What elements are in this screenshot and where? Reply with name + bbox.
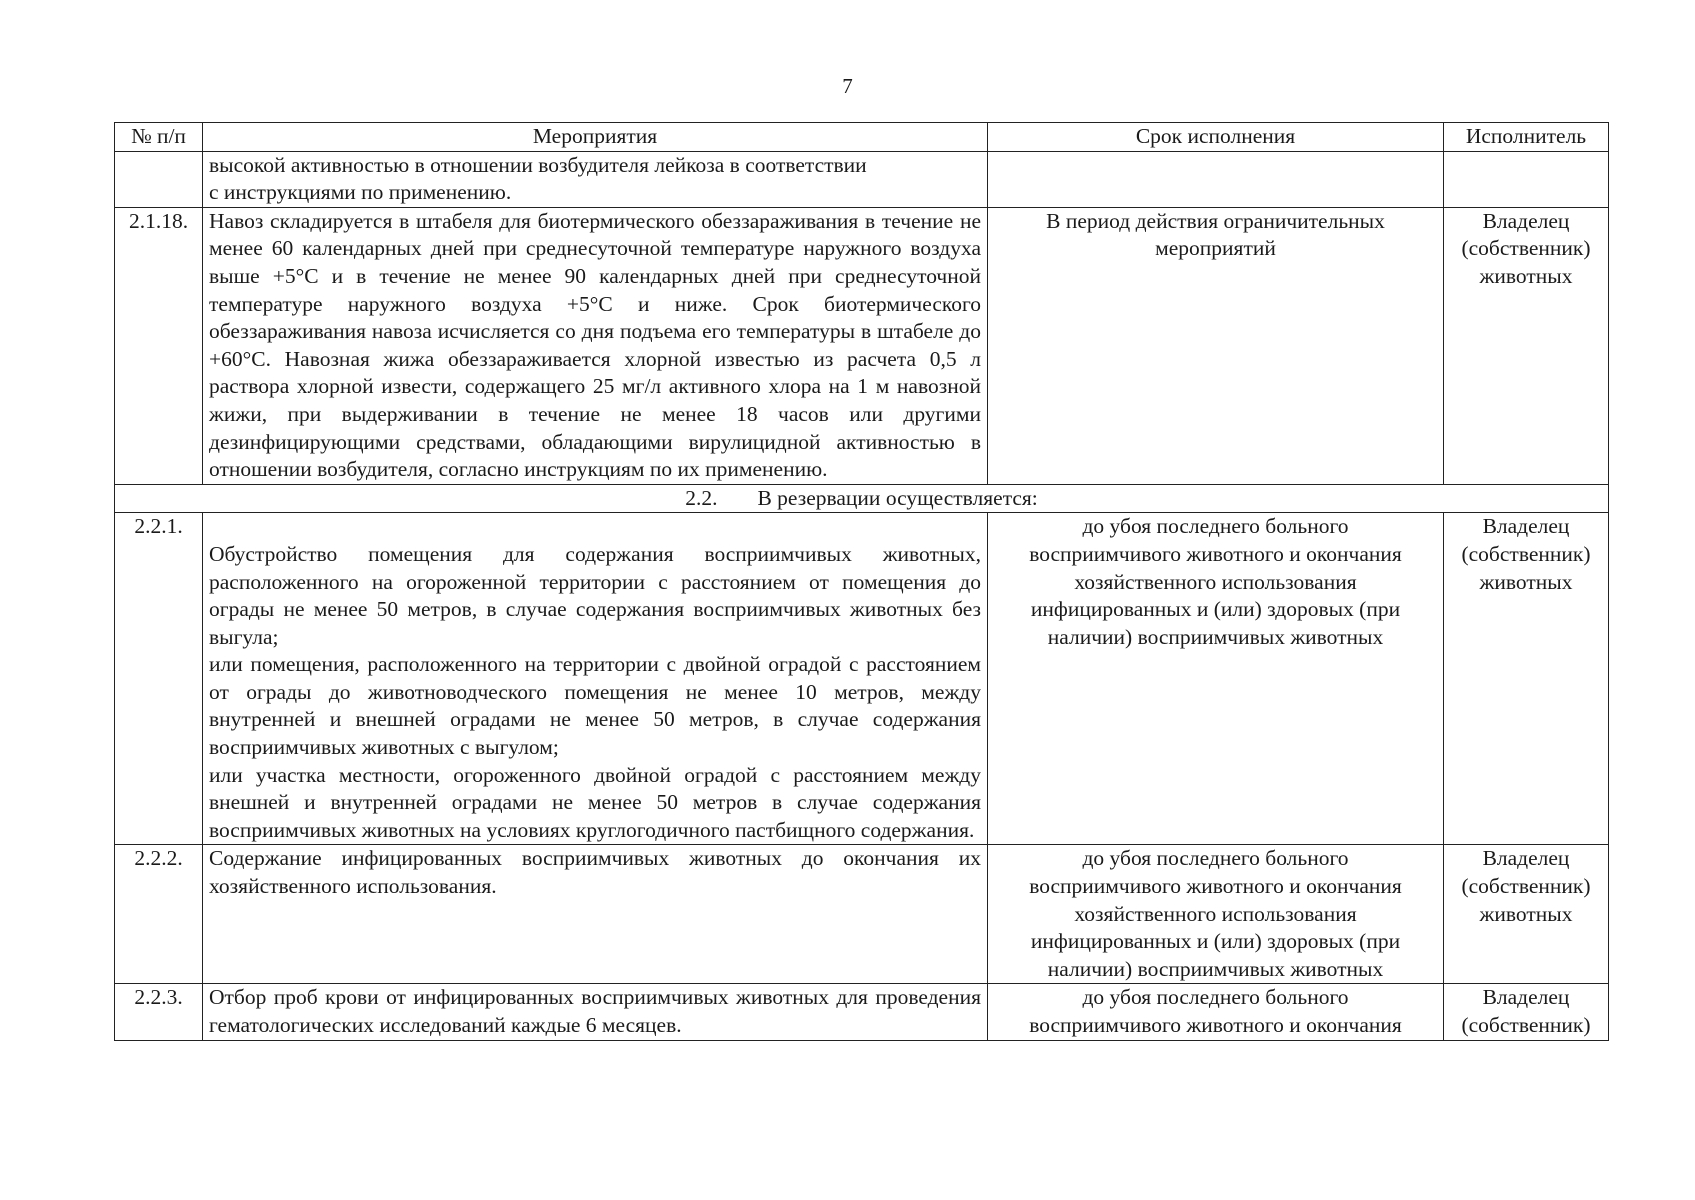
table-row-2-1-18 (115, 207, 1609, 484)
cell-executor (1444, 845, 1609, 984)
cell-executor (1444, 151, 1609, 207)
term-line: наличии) восприимчивых животных (1047, 956, 1384, 981)
executor-line: Владелец (1482, 846, 1570, 871)
blank-line (209, 513, 981, 541)
executor-line: Владелец (1482, 208, 1570, 233)
executor-line: (собственник) (1461, 541, 1591, 566)
header-executor: Исполнитель (1444, 123, 1609, 152)
cell-measure: Содержание инфицированных восприимчивых животных до окончания их хозяйственного использования. (203, 845, 988, 984)
executor-line: Владелец (1482, 985, 1570, 1010)
cell-measure (203, 513, 988, 845)
header-measure: Мероприятия (203, 123, 988, 152)
measure-paragraph: или участка местности, огороженного двойной оградой с расстоянием между внешней и внутренней оградами не менее 50 метров в случае содержания восприимчивых животных на условиях круглогодичного пастбищного содержания. (209, 762, 981, 842)
row-number: 2.2.2. (115, 845, 203, 984)
term-line: хозяйственного использования (1074, 569, 1357, 594)
term-line: восприимчивого животного и окончания (1029, 874, 1402, 899)
table-row-2-2-2 (115, 845, 1609, 984)
cell-term (988, 151, 1444, 207)
cell-executor (1444, 207, 1609, 484)
cell-term (988, 984, 1444, 1040)
cell-term (988, 513, 1444, 845)
row-number: 2.2.3. (115, 984, 203, 1040)
executor-line: животных (1479, 263, 1573, 288)
page-number: 7 (842, 74, 853, 98)
measures-table (114, 122, 1609, 1041)
term-line: до убоя последнего больного (1082, 846, 1349, 871)
row-number: 2.1.18. (115, 207, 203, 484)
cell-measure: Отбор проб крови от инфицированных восприимчивых животных для проведения гематологических исследований каждые 6 месяцев. (203, 984, 988, 1040)
executor-line: (собственник) (1461, 1013, 1591, 1037)
table-row-continuation (115, 151, 1609, 207)
cell-executor (1444, 984, 1609, 1040)
term-line: хозяйственного использования (1074, 901, 1357, 926)
executor-line: Владелец (1482, 514, 1570, 539)
table-header-row (115, 123, 1609, 152)
measure-line: высокой активностью в отношении возбудителя лейкоза в соответствии (209, 152, 867, 177)
executor-line: животных (1479, 569, 1573, 594)
section-title: В резервации осуществляется: (757, 485, 1038, 510)
executor-line: животных (1479, 901, 1573, 926)
measure-paragraph: Обустройство помещения для содержания восприимчивых животных, расположенного на огороженной территории с расстоянием от помещения до ограды не менее 50 метров, в случае содержания восприимчивых животных без выгула; (209, 541, 981, 649)
cell-executor (1444, 513, 1609, 845)
term-line: до убоя последнего больного (1082, 985, 1349, 1010)
measure-paragraph: или помещения, расположенного на территории с двойной оградой с расстоянием от ограды до животноводческого помещения не менее 10 метров, между внутренней и внешней оградами не менее 50 метров, в случае содержания восприимчивых животных с выгулом; (209, 652, 981, 760)
term-line: до убоя последнего больного (1082, 514, 1349, 539)
cell-measure (203, 151, 988, 207)
cell-term (988, 845, 1444, 984)
term-line: инфицированных и (или) здоровых (при (1030, 929, 1401, 954)
term-line: инфицированных и (или) здоровых (при (1030, 597, 1401, 622)
header-term: Срок исполнения (988, 123, 1444, 152)
executor-line: (собственник) (1461, 236, 1591, 261)
header-num: № п/п (115, 123, 203, 152)
term-line: наличии) восприимчивых животных (1047, 624, 1384, 649)
measure-line: с инструкциями по применению. (209, 180, 512, 205)
cell-num (115, 151, 203, 207)
cell-measure: Навоз складируется в штабеля для биотермического обеззараживания в течение не менее 60 календарных дней при среднесуточной температуре наружного воздуха выше +5°С и в течение не менее 90 календарных дней при среднесуточной температуре наружного воздуха +5°С и ниже. Срок биотермического обеззараживания навоза исчисляется со дня подъема его температуры в штабеле до +60°С. Навозная жижа обеззараживается хлорной известью из расчета 0,5 л раствора хлорной извести, содержащего 25 мг/л активного хлора на 1 м навозной жижи, при выдерживании в течение не менее 18 часов или другими дезинфицирующими средствами, обладающими вирулицидной активностью в отношении возбудителя, согласно инструкциям по их применению. (203, 207, 988, 484)
table-row-2-2-3 (115, 984, 1609, 1040)
section-row-2-2 (115, 484, 1609, 513)
term-line: восприимчивого животного и окончания (1029, 541, 1402, 566)
term-line: В период действия ограничительных (1046, 208, 1385, 233)
section-heading (115, 484, 1609, 513)
term-line: мероприятий (1155, 236, 1276, 261)
table-row-2-2-1 (115, 513, 1609, 845)
row-number: 2.2.1. (115, 513, 203, 845)
term-line: восприимчивого животного и окончания (1029, 1013, 1402, 1037)
executor-line: (собственник) (1461, 874, 1591, 899)
cell-term (988, 207, 1444, 484)
section-number: 2.2. (685, 485, 718, 510)
